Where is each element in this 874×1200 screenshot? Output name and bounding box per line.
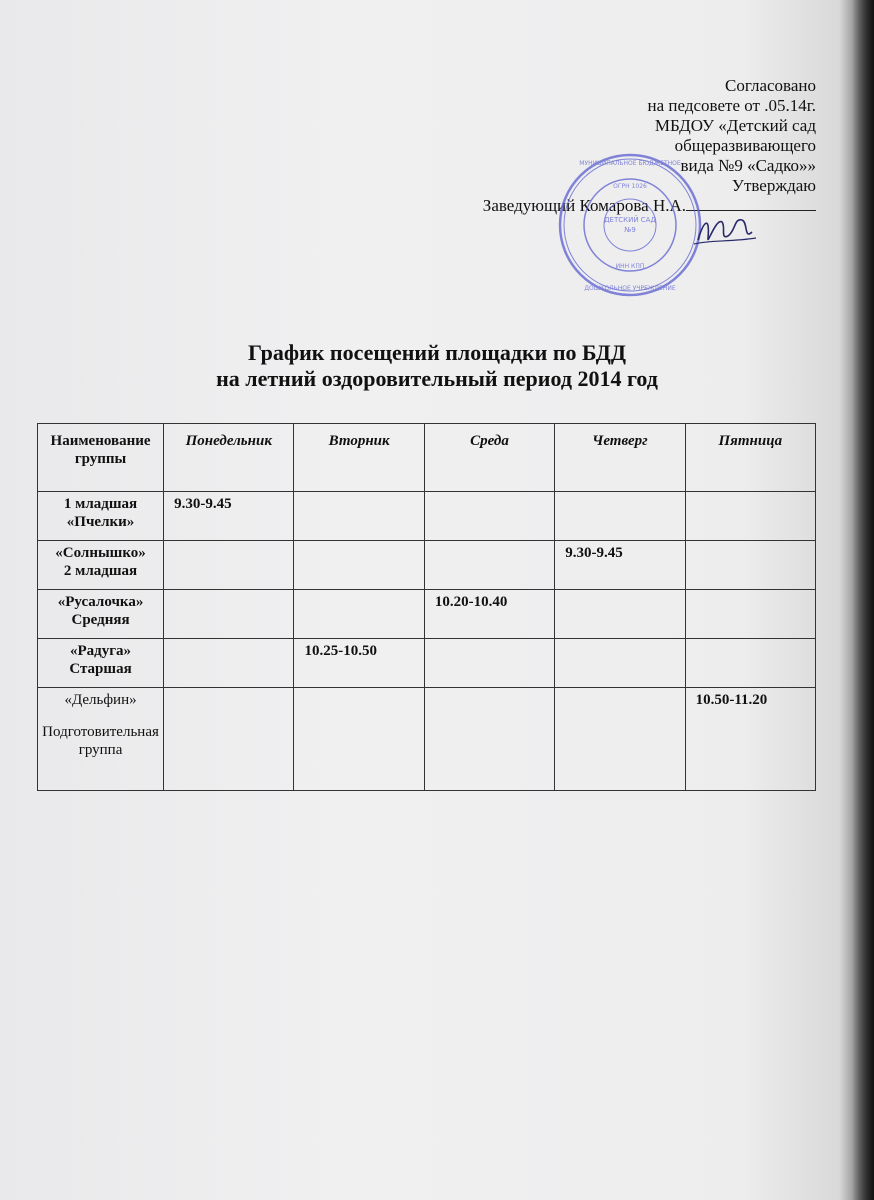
time-cell: [555, 639, 685, 688]
time-cell: [164, 688, 294, 791]
svg-text:ДЕТСКИЙ САД: ДЕТСКИЙ САД: [604, 216, 656, 224]
header-thursday: Четверг: [555, 424, 685, 492]
group-name-line1: 1 младшая: [63, 496, 138, 512]
group-cell: [38, 590, 164, 639]
title-line-1: График посещений площадки по БДД: [248, 340, 626, 365]
approval-org-line3: вида №9 «Садко»»: [680, 156, 816, 175]
time-cell: [685, 492, 815, 541]
header-friday: Пятница: [685, 424, 815, 492]
approval-org-line1: МБДОУ «Детский сад: [654, 116, 816, 135]
signature-line: [686, 196, 816, 211]
time-cell: [424, 541, 554, 590]
cell-spacer: [42, 709, 159, 723]
schedule-table: [37, 423, 816, 791]
table-row: [38, 688, 816, 791]
table-row: [38, 590, 816, 639]
svg-text:ИНН КПП: ИНН КПП: [615, 263, 645, 270]
time-cell: 9.30-9.45: [555, 541, 685, 590]
title-line-2: на летний оздоровительный период 2014 год: [216, 366, 658, 391]
header-group: Наименование группы: [38, 424, 164, 492]
svg-text:№9: №9: [624, 226, 636, 234]
time-cell: [294, 541, 424, 590]
handwritten-signature: [690, 210, 760, 250]
approval-agreed: Согласовано: [725, 76, 816, 95]
group-name-line2: Подготовительная группа: [42, 724, 159, 758]
document-title: [0, 340, 874, 392]
time-cell: [555, 688, 685, 791]
time-cell: 10.20-10.40: [424, 590, 554, 639]
group-name-line2: 2 младшая: [63, 563, 138, 579]
approval-council-date: на педсовете от .05.14г.: [647, 96, 816, 115]
group-name-line1: «Радуга»: [70, 643, 132, 659]
time-cell: [424, 492, 554, 541]
time-cell: [294, 590, 424, 639]
time-cell: [555, 492, 685, 541]
group-name-line1: «Дельфин»: [64, 692, 137, 708]
time-cell: [424, 688, 554, 791]
time-cell: [685, 639, 815, 688]
group-name-line2: «Пчелки»: [66, 514, 135, 530]
table-row: [38, 639, 816, 688]
time-cell: [685, 590, 815, 639]
time-cell: [294, 688, 424, 791]
time-cell: [555, 590, 685, 639]
group-name-line1: «Русалочка»: [57, 594, 144, 610]
group-name-line2: Старшая: [69, 661, 132, 677]
table-header-row: [38, 424, 816, 492]
group-cell: [38, 688, 164, 791]
approval-org-line2: общеразвивающего: [674, 136, 816, 155]
time-cell: [164, 590, 294, 639]
time-cell: 10.25-10.50: [294, 639, 424, 688]
time-cell: [294, 492, 424, 541]
svg-text:ДОШКОЛЬНОЕ УЧРЕЖДЕНИЕ: ДОШКОЛЬНОЕ УЧРЕЖДЕНИЕ: [584, 285, 676, 292]
table-row: [38, 541, 816, 590]
group-name-line1: «Солнышко»: [55, 545, 146, 561]
time-cell: 10.50-11.20: [685, 688, 815, 791]
time-cell: [685, 541, 815, 590]
approval-head-name: Заведующий Комарова Н.А.: [482, 196, 686, 215]
table-row: [38, 492, 816, 541]
svg-text:ОГРН 1026: ОГРН 1026: [613, 183, 647, 190]
group-cell: [38, 492, 164, 541]
scan-edge-shadow: [852, 0, 874, 1200]
header-tuesday: Вторник: [294, 424, 424, 492]
time-cell: [164, 639, 294, 688]
group-cell: [38, 639, 164, 688]
header-wednesday: Среда: [424, 424, 554, 492]
header-monday: Понедельник: [164, 424, 294, 492]
approval-approve: Утверждаю: [731, 176, 816, 195]
time-cell: 9.30-9.45: [164, 492, 294, 541]
group-name-line2: Средняя: [71, 612, 130, 628]
official-seal-stamp: [555, 150, 705, 300]
group-cell: [38, 541, 164, 590]
time-cell: [164, 541, 294, 590]
time-cell: [424, 639, 554, 688]
svg-text:МУНИЦИПАЛЬНОЕ БЮДЖЕТНОЕ: МУНИЦИПАЛЬНОЕ БЮДЖЕТНОЕ: [579, 160, 681, 167]
